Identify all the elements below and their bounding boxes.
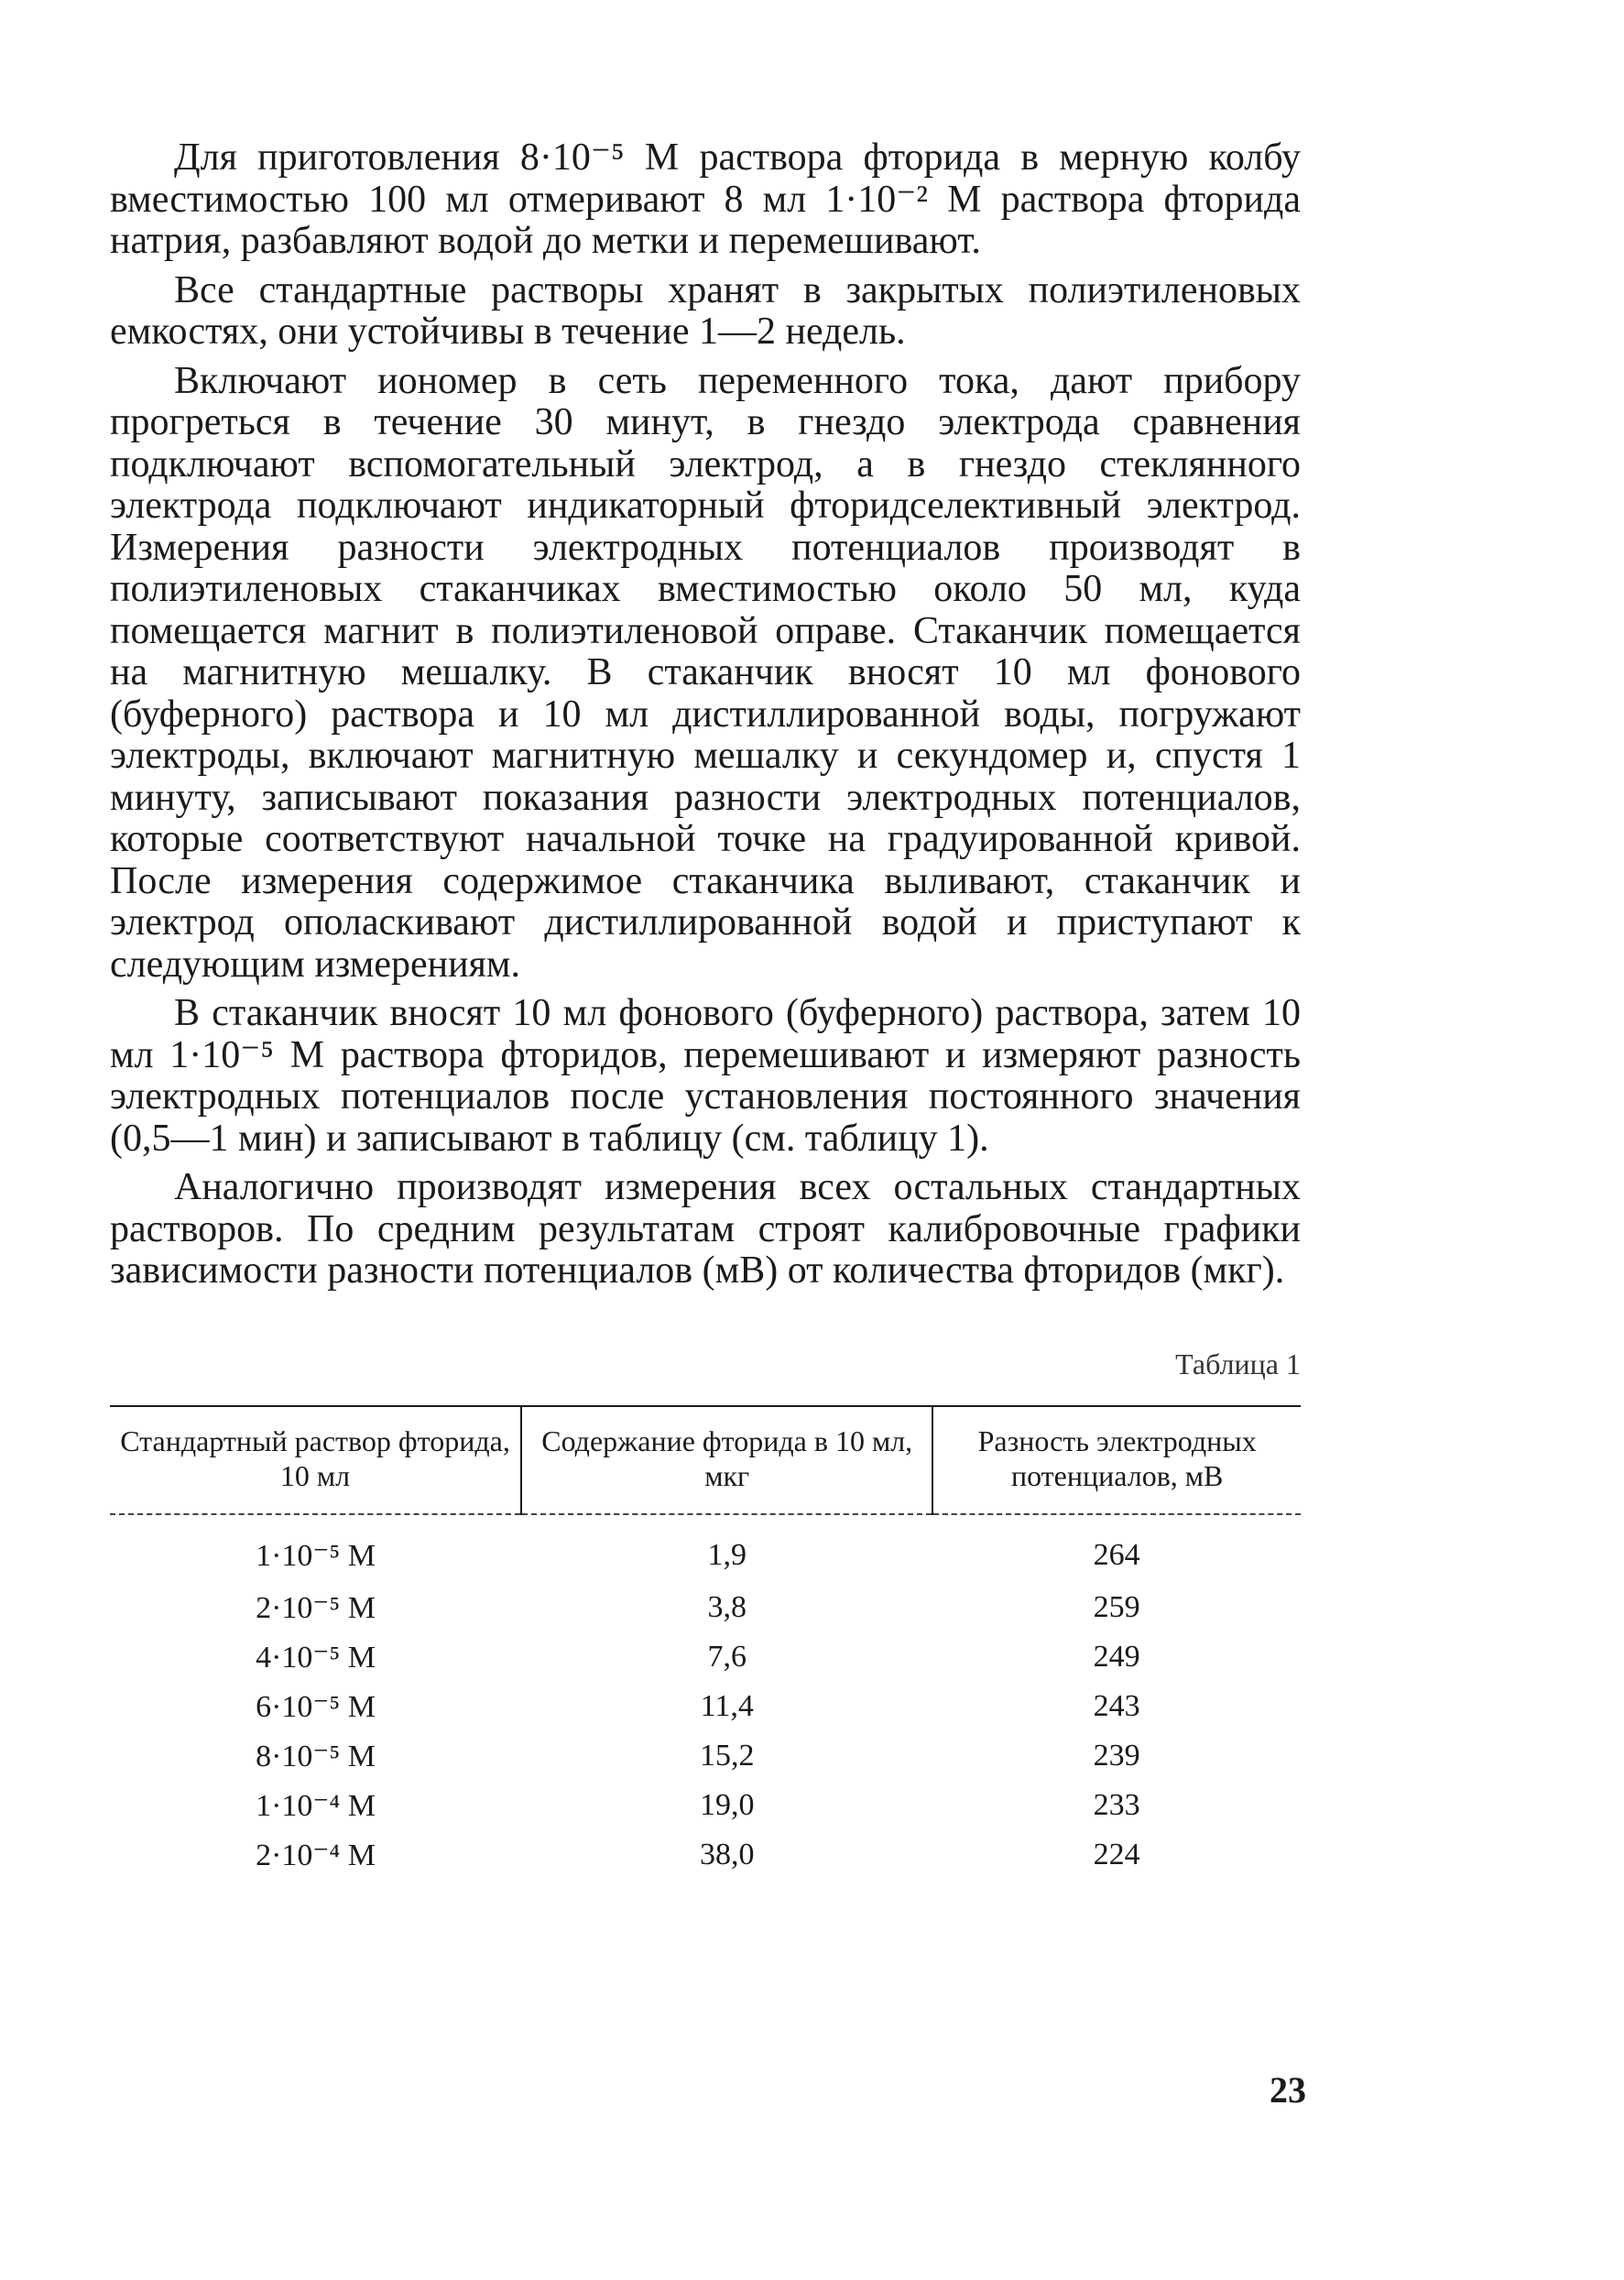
paragraph-calibration: Аналогично производят измерения всех остальных стандартных растворов. По средним результатам строят калибровочные графики зависимости разности потенциалов (мВ) от количества фторидов (мкг).	[110, 1166, 1301, 1292]
page-number: 23	[1270, 2069, 1306, 2111]
table-row	[110, 1781, 1301, 1830]
table-row	[110, 1583, 1301, 1632]
paragraph-preparation: Для приготовления 8·10⁻⁵ М раствора фторида в мерную колбу вместимостью 100 мл отмеривают 8 мл 1·10⁻² М раствора фторида натрия, разбавляют водой до метки и перемешивают.	[110, 136, 1301, 262]
cell-potential: 239	[1093, 1738, 1140, 1773]
cell-content: 1,9	[707, 1537, 747, 1572]
paragraph-procedure: Включают иономер в сеть переменного тока, дают прибору прогреться в течение 30 минут, в гнездо электрода сравнения подключают вспомогательный электрод, а в гнездо стеклянного электрода подключают индикаторный фторидселективный электрод. Измерения разности электродных потенциалов производят в полиэтиленовых стаканчиках вместимостью около 50 мл, куда помещается магнит в полиэтиленовой оправе. Стаканчик помещается на магнитную мешалку. В стаканчик вносят 10 мл фонового (буферного) раствора и 10 мл дистиллированной воды, погружают электроды, включают магнитную мешалку и секундомер и, спустя 1 минуту, записывают показания разности электродных потенциалов, которые соответствуют начальной точке на градуированной кривой. После измерения содержимое стаканчика выливают, стаканчик и электрод ополаскивают дистиллированной водой и приступают к следующим измерениям.	[110, 359, 1301, 986]
cell-potential: 259	[1093, 1589, 1140, 1624]
table-caption: Таблица 1	[1175, 1347, 1301, 1380]
document-page	[110, 137, 1301, 1880]
header-fluoride-content: Содержание фторида в 10 мл, мкг	[521, 1406, 932, 1514]
cell-potential: 224	[1093, 1837, 1140, 1871]
table-row	[110, 1682, 1301, 1731]
cell-potential: 243	[1093, 1688, 1140, 1723]
table-row	[110, 1514, 1301, 1583]
table-row	[110, 1731, 1301, 1781]
cell-concentration: 4·10⁻⁵ М	[256, 1640, 376, 1675]
cell-concentration: 8·10⁻⁵ М	[256, 1739, 376, 1773]
cell-content: 19,0	[699, 1787, 755, 1822]
paragraph-measurement: В стаканчик вносят 10 мл фонового (буферного) раствора, затем 10 мл 1·10⁻⁵ М раствора фторидов, перемешивают и измеряют разность электродных потенциалов после установления постоянного значения (0,5—1 мин) и записывают в таблицу (см. таблицу 1).	[110, 992, 1301, 1160]
table-row	[110, 1632, 1301, 1682]
cell-concentration: 6·10⁻⁵ М	[256, 1689, 376, 1724]
standards-table	[110, 1405, 1301, 1880]
table-header-row	[110, 1406, 1301, 1514]
cell-content: 7,6	[707, 1639, 747, 1674]
header-standard-solution: Стандартный раствор фторида, 10 мл	[110, 1406, 521, 1514]
cell-concentration: 2·10⁻⁴ М	[256, 1838, 376, 1872]
paragraph-storage: Все стандартные растворы хранят в закрытых полиэтиленовых емкостях, они устойчивы в течение 1—2 недель.	[110, 268, 1301, 353]
cell-concentration: 2·10⁻⁵ М	[256, 1590, 376, 1625]
cell-concentration: 1·10⁻⁵ М	[256, 1538, 376, 1573]
cell-content: 15,2	[699, 1738, 755, 1773]
cell-potential: 233	[1093, 1787, 1140, 1822]
header-potential-difference: Разность электродных потенциалов, мВ	[932, 1406, 1301, 1514]
cell-potential: 249	[1093, 1639, 1140, 1674]
cell-content: 3,8	[707, 1589, 747, 1624]
cell-content: 11,4	[700, 1688, 754, 1723]
cell-content: 38,0	[699, 1837, 755, 1871]
cell-potential: 264	[1093, 1537, 1140, 1572]
cell-concentration: 1·10⁻⁴ М	[256, 1788, 376, 1823]
table-row	[110, 1830, 1301, 1880]
